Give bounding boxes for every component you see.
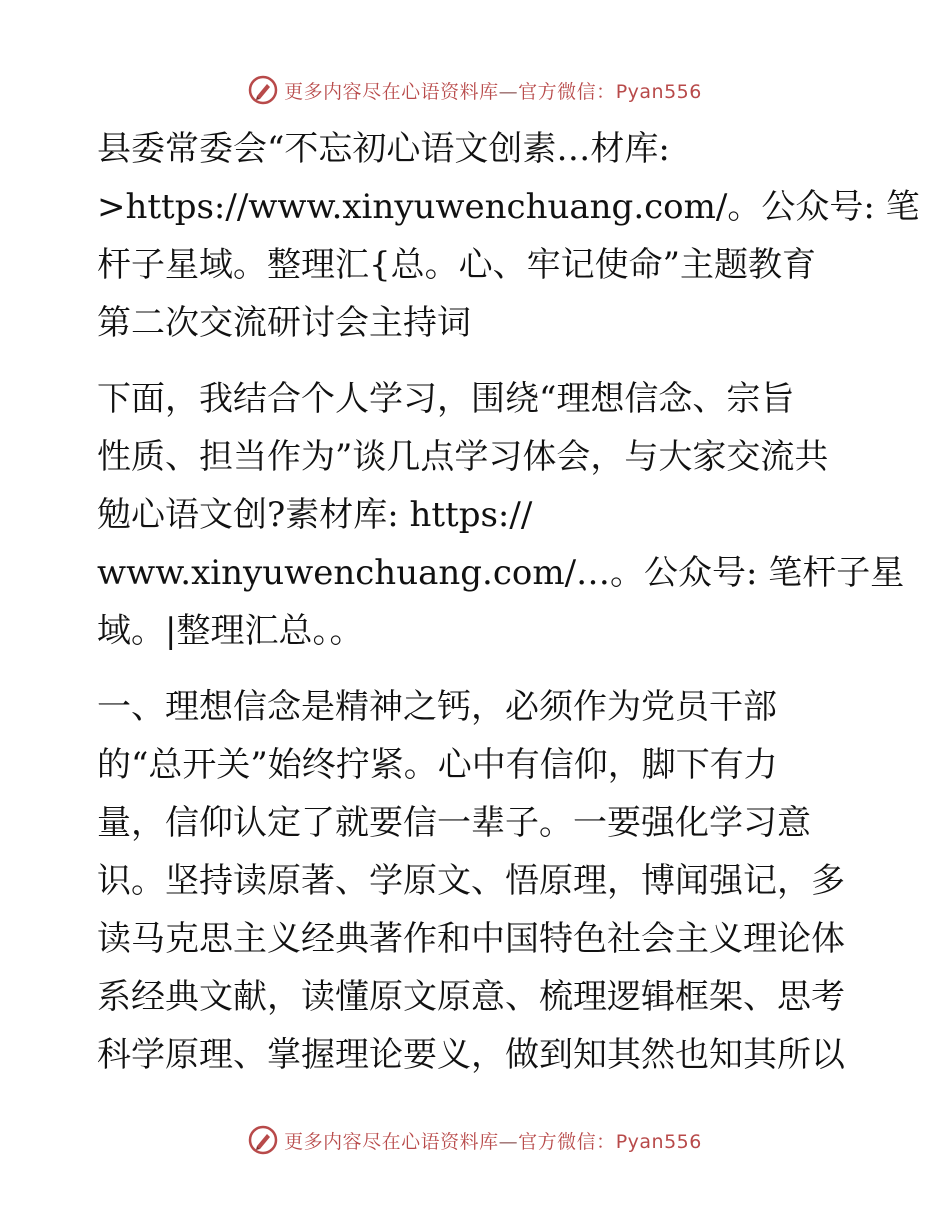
text-line: 第二次交流研讨会主持词 <box>97 303 471 343</box>
banner-wechat-label: 官方微信： <box>518 80 616 103</box>
banner-wechat-label: 官方微信： <box>518 1130 616 1153</box>
text-line: 科学原理、掌握理论要义，做到知其然也知其所以 <box>97 1035 845 1075</box>
text-line: 一、理想信念是精神之钙，必须作为党员干部 <box>97 687 777 727</box>
pen-logo-icon <box>248 1125 278 1155</box>
text-line: www.xinyuwenchuang.com/…。公众号: 笔杆子星 <box>97 553 905 593</box>
page-footer-banner <box>0 1120 950 1160</box>
banner-main-text: 更多内容尽在心语资料库 <box>284 80 499 103</box>
paragraph-section-one <box>97 678 857 1084</box>
text-line: 读马克思主义经典著作和中国特色社会主义理论体 <box>97 919 845 959</box>
header-banner <box>248 75 702 105</box>
banner-separator: — <box>498 80 519 103</box>
text-line: 识。坚持读原著、学原文、悟原理，博闻强记，多 <box>97 861 845 901</box>
banner-text <box>284 77 702 104</box>
banner-wechat-id: Pyan556 <box>615 80 702 103</box>
document-body <box>97 120 920 1102</box>
text-line: 量，信仰认定了就要信一辈子。一要强化学习意 <box>97 803 811 843</box>
page-header-banner <box>0 70 950 110</box>
text-line: >https://www.xinyuwenchuang.com/。公众号: 笔 <box>97 187 920 227</box>
paragraph-title <box>97 120 920 352</box>
text-line: 杆子星域。整理汇{总。心、牢记使命”主题教育 <box>97 245 817 285</box>
paragraph-intro <box>97 370 905 660</box>
banner-wechat-id: Pyan556 <box>615 1130 702 1153</box>
text-line: 县委常委会“不忘初心语文创素…材库: <box>97 129 670 169</box>
banner-separator: — <box>498 1130 519 1153</box>
banner-main-text: 更多内容尽在心语资料库 <box>284 1130 499 1153</box>
text-line: 域。|整理汇总。。 <box>97 611 364 651</box>
footer-banner <box>248 1125 702 1155</box>
text-line: 的“总开关”始终拧紧。心中有信仰，脚下有力 <box>97 745 778 785</box>
text-line: 下面，我结合个人学习，围绕“理想信念、宗旨 <box>97 379 795 419</box>
text-line: 勉心语文创?素材库: https:// <box>97 495 533 535</box>
banner-text <box>284 1127 702 1154</box>
text-line: 性质、担当作为”谈几点学习体会，与大家交流共 <box>97 437 829 477</box>
text-line: 系经典文献，读懂原文原意、梳理逻辑框架、思考 <box>97 977 845 1017</box>
pen-logo-icon <box>248 75 278 105</box>
